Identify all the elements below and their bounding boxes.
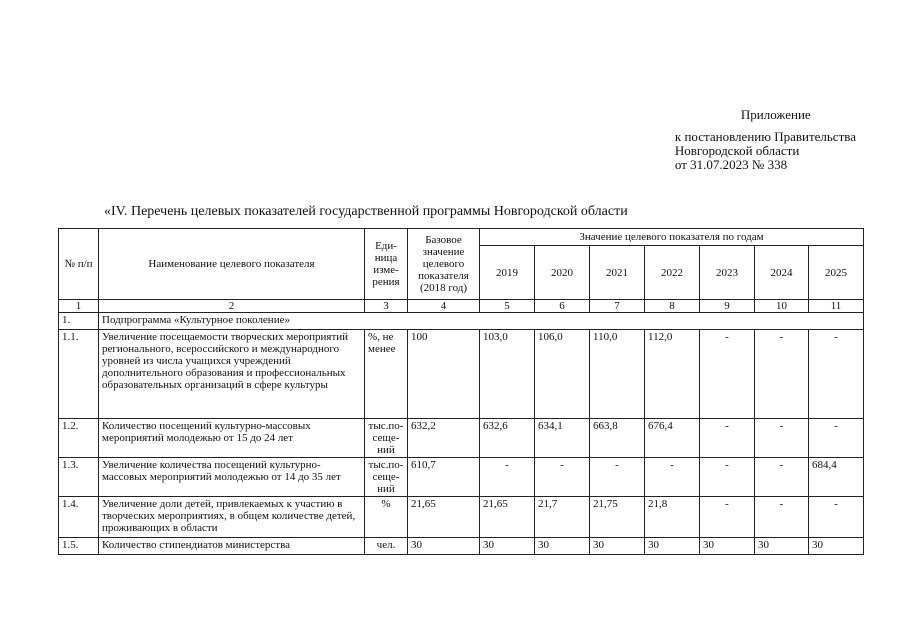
row-base: 21,65 xyxy=(408,497,480,538)
row-value: 110,0 xyxy=(590,330,645,419)
row-value: 30 xyxy=(755,538,809,555)
table-row xyxy=(59,419,864,458)
row-num: 1.5. xyxy=(59,538,99,555)
col-number: 2 xyxy=(99,300,365,313)
row-value: - xyxy=(535,458,590,497)
row-name: Количество стипендиатов министерства xyxy=(99,538,365,555)
row-value: 632,6 xyxy=(480,419,535,458)
row-unit: %, не менее xyxy=(365,330,408,419)
row-value: - xyxy=(809,419,864,458)
header-year: 2023 xyxy=(700,246,755,300)
col-number: 10 xyxy=(755,300,809,313)
row-name: Увеличение доли детей, привлекаемых к участию в творческих мероприятиях, в общем количестве детей, проживающих в области xyxy=(99,497,365,538)
table-row xyxy=(59,458,864,497)
row-value: - xyxy=(755,497,809,538)
header-year: 2024 xyxy=(755,246,809,300)
row-value: 112,0 xyxy=(645,330,700,419)
row-unit: тыс.по-сеще-ний xyxy=(365,419,408,458)
row-base: 100 xyxy=(408,330,480,419)
header-by-years: Значение целевого показателя по годам xyxy=(480,229,864,246)
col-number: 6 xyxy=(535,300,590,313)
row-value: 30 xyxy=(700,538,755,555)
row-value: - xyxy=(480,458,535,497)
table-row xyxy=(59,497,864,538)
region-line: Новгородской области xyxy=(674,143,800,158)
header-row-top xyxy=(59,229,864,246)
row-value: 103,0 xyxy=(480,330,535,419)
row-value: - xyxy=(755,458,809,497)
row-value: - xyxy=(809,330,864,419)
row-value: - xyxy=(809,497,864,538)
row-value: - xyxy=(590,458,645,497)
row-num: 1.3. xyxy=(59,458,99,497)
col-number: 11 xyxy=(809,300,864,313)
col-number: 7 xyxy=(590,300,645,313)
row-value: 21,7 xyxy=(535,497,590,538)
row-unit: % xyxy=(365,497,408,538)
header-num: № п/п xyxy=(59,229,99,300)
subprogram-row xyxy=(59,313,864,330)
row-unit: чел. xyxy=(365,538,408,555)
col-number: 8 xyxy=(645,300,700,313)
row-value: 21,65 xyxy=(480,497,535,538)
row-value: - xyxy=(755,330,809,419)
col-number: 5 xyxy=(480,300,535,313)
row-value: 684,4 xyxy=(809,458,864,497)
header-year: 2025 xyxy=(809,246,864,300)
row-value: - xyxy=(700,330,755,419)
table-row xyxy=(59,330,864,419)
row-unit: тыс.по-сеще-ний xyxy=(365,458,408,497)
decree-line: к постановлению Правительства xyxy=(674,129,856,144)
row-base: 30 xyxy=(408,538,480,555)
row-name: Увеличение количества посещений культурно-массовых мероприятий молодежью от 14 до 35 лет xyxy=(99,458,365,497)
subprogram-num: 1. xyxy=(59,313,99,330)
col-number: 1 xyxy=(59,300,99,313)
row-value: 21,75 xyxy=(590,497,645,538)
header-year: 2022 xyxy=(645,246,700,300)
row-num: 1.1. xyxy=(59,330,99,419)
indicators-table xyxy=(58,228,864,555)
row-value: 676,4 xyxy=(645,419,700,458)
column-number-row xyxy=(59,300,864,313)
row-value: 30 xyxy=(535,538,590,555)
row-value: 30 xyxy=(590,538,645,555)
date-line: от 31.07.2023 № 338 xyxy=(674,157,788,172)
col-number: 3 xyxy=(365,300,408,313)
row-value: - xyxy=(700,419,755,458)
row-value: - xyxy=(700,497,755,538)
header-name: Наименование целевого показателя xyxy=(99,229,365,300)
row-value: 663,8 xyxy=(590,419,645,458)
row-base: 610,7 xyxy=(408,458,480,497)
row-value: 30 xyxy=(645,538,700,555)
row-name: Количество посещений культурно-массовых мероприятий молодежью от 15 до 24 лет xyxy=(99,419,365,458)
header-unit: Еди-ница изме-рения xyxy=(365,229,408,300)
row-value: 634,1 xyxy=(535,419,590,458)
header-year: 2019 xyxy=(480,246,535,300)
row-value: 21,8 xyxy=(645,497,700,538)
row-value: 30 xyxy=(809,538,864,555)
subprogram-name: Подпрограмма «Культурное поколение» xyxy=(99,313,864,330)
section-title: «IV. Перечень целевых показателей государственной программы Новгородской области xyxy=(104,204,628,219)
header-year: 2020 xyxy=(535,246,590,300)
row-name: Увеличение посещаемости творческих мероприятий регионального, всероссийского и международного уровней из числа учащихся учреждений дополнительного образования и профессиональных образовательных организаций в сфере культуры xyxy=(99,330,365,419)
col-number: 4 xyxy=(408,300,480,313)
table-row xyxy=(59,538,864,555)
row-value: 30 xyxy=(480,538,535,555)
document-header xyxy=(675,108,856,172)
row-base: 632,2 xyxy=(408,419,480,458)
header-base: Базовое значение целевого показателя (2018 год) xyxy=(408,229,480,300)
row-num: 1.4. xyxy=(59,497,99,538)
row-value: - xyxy=(700,458,755,497)
header-year: 2021 xyxy=(590,246,645,300)
row-value: 106,0 xyxy=(535,330,590,419)
row-num: 1.2. xyxy=(59,419,99,458)
appendix-label: Приложение xyxy=(740,107,811,122)
row-value: - xyxy=(755,419,809,458)
row-value: - xyxy=(645,458,700,497)
col-number: 9 xyxy=(700,300,755,313)
